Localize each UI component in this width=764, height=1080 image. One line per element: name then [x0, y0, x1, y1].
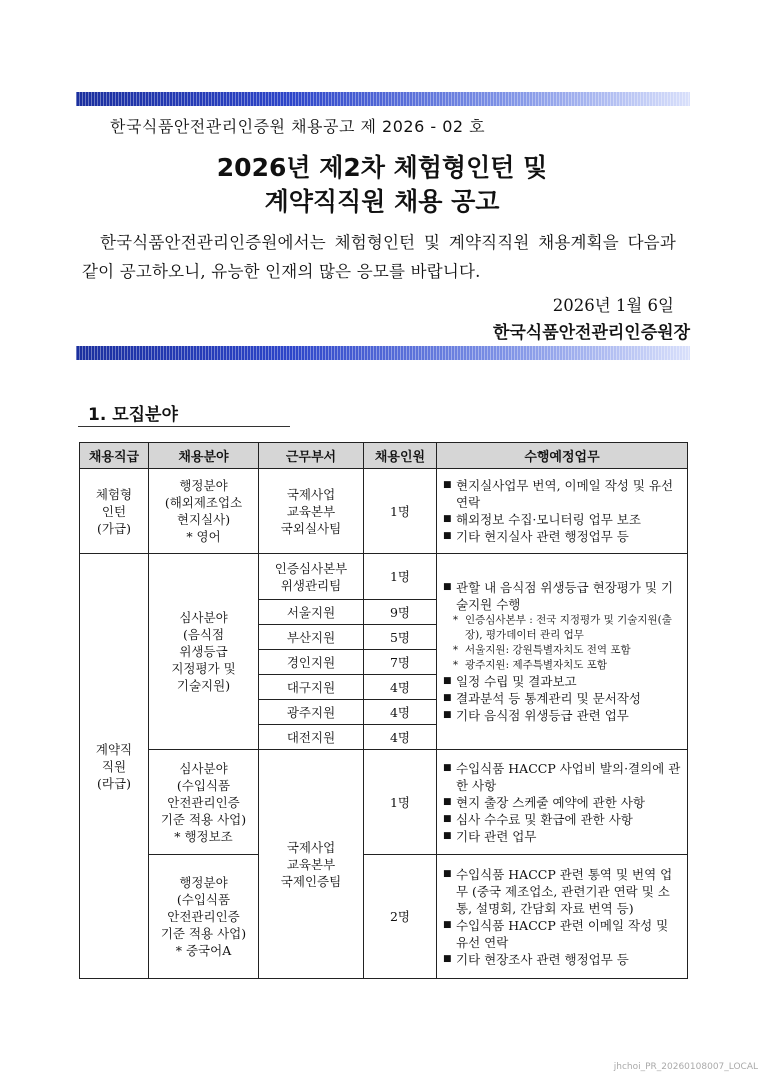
page-title-line1: 2026년 제2차 체험형인턴 및: [216, 153, 548, 182]
header-grade: 채용직급: [80, 443, 149, 469]
recruitment-table: [79, 442, 688, 979]
count-cell: 4명: [364, 700, 437, 725]
header-tasks: 수행예정업무: [437, 443, 688, 469]
list-item: ■ 기타 음식점 위생등급 관련 업무: [443, 707, 683, 724]
list-item: ■ 기타 현장조사 관련 행정업무 등: [443, 951, 683, 968]
page-title-line2: 계약직직원 채용 공고: [264, 187, 500, 216]
table-row: [80, 554, 688, 600]
section-underline: [78, 426, 290, 427]
dept-cell: 광주지원: [259, 700, 364, 725]
list-item: * 인증심사본부 : 전국 지정평가 및 기술지원(출장), 평가데이터 관리 업무: [443, 613, 683, 643]
haccp-support-field: 심사분야 (수입식품 안전관리인증 기준 적용 사업) * 행정보조: [149, 750, 259, 855]
contract-grade: 계약직 직원 (라급): [80, 554, 149, 979]
dept-cell: 인증심사본부 위생관리팀: [259, 554, 364, 600]
haccp-dept: 국제사업 교육본부 국제인증팀: [259, 750, 364, 979]
count-cell: 4명: [364, 725, 437, 750]
list-item: ■ 해외정보 수집·모니터링 업무 보조: [443, 511, 683, 528]
table-row: [80, 855, 688, 979]
list-item: * 서울지원: 강원특별자치도 전역 포함: [443, 643, 683, 658]
footer-watermark: jhchoi_PR_20260108007_LOCAL: [613, 1062, 758, 1072]
notice-date: 2026년 1월 6일: [552, 296, 674, 315]
list-item: ■ 결과분석 등 통계관리 및 문서작성: [443, 690, 683, 707]
haccp-admin-count: 2명: [364, 855, 437, 979]
haccp-admin-field: 행정분야 (수입식품 안전관리인증 기준 적용 사업) * 중국어A: [149, 855, 259, 979]
count-cell: 7명: [364, 650, 437, 675]
inspection-tasks: [437, 554, 688, 750]
haccp-admin-tasks: [437, 855, 688, 979]
dept-cell: 대전지원: [259, 725, 364, 750]
intro-paragraph: 한국식품안전관리인증원에서는 체험형인턴 및 계약직직원 채용계획을 다음과 같이 공고하오니, 유능한 인재의 많은 응모를 바랍니다.: [82, 233, 676, 281]
count-cell: 9명: [364, 600, 437, 625]
list-item: * 광주지원: 제주특별자치도 포함: [443, 658, 683, 673]
header-band-top: [76, 92, 690, 106]
list-item: ■ 수입식품 HACCP 관련 통역 및 번역 업무 (중국 제조업소, 관련기관 연락 및 소통, 설명회, 간담회 자료 번역 등): [443, 866, 683, 917]
haccp-support-tasks: [437, 750, 688, 855]
intern-grade: 체험형 인턴 (가급): [80, 469, 149, 554]
dept-cell: 부산지원: [259, 625, 364, 650]
list-item: ■ 관할 내 음식점 위생등급 현장평가 및 기술지원 수행: [443, 579, 683, 613]
intern-tasks: [437, 469, 688, 554]
dept-cell: 대구지원: [259, 675, 364, 700]
list-item: ■ 현지실사업무 번역, 이메일 작성 및 유선연락: [443, 477, 683, 511]
list-item: ■ 일정 수립 및 결과보고: [443, 673, 683, 690]
list-item: ■ 현지 출장 스케줄 예약에 관한 사항: [443, 794, 683, 811]
count-cell: 5명: [364, 625, 437, 650]
intern-count: 1명: [364, 469, 437, 554]
section-title: 1. 모집분야: [88, 405, 178, 425]
list-item: ■ 수입식품 HACCP 사업비 발의·결의에 관한 사항: [443, 760, 683, 794]
list-item: ■ 수입식품 HACCP 관련 이메일 작성 및 유선 연락: [443, 917, 683, 951]
header-dept: 근무부서: [259, 443, 364, 469]
header-count: 채용인원: [364, 443, 437, 469]
notice-number: 한국식품안전관리인증원 채용공고 제 2026 - 02 호: [110, 117, 486, 136]
dept-cell: 서울지원: [259, 600, 364, 625]
table-row: [80, 469, 688, 554]
list-item: ■ 심사 수수료 및 환급에 관한 사항: [443, 811, 683, 828]
issuer-name: 한국식품안전관리인증원장: [492, 323, 690, 343]
dept-cell: 경인지원: [259, 650, 364, 675]
inspection-field: 심사분야 (음식점 위생등급 지정평가 및 기술지원): [149, 554, 259, 750]
list-item: ■ 기타 현지실사 관련 행정업무 등: [443, 528, 683, 545]
table-header-row: [80, 443, 688, 469]
header-band-bottom: [76, 346, 690, 360]
count-cell: 4명: [364, 675, 437, 700]
haccp-support-count: 1명: [364, 750, 437, 855]
header-field: 채용분야: [149, 443, 259, 469]
intern-field: 행정분야 (해외제조업소 현지실사) * 영어: [149, 469, 259, 554]
intern-dept: 국제사업 교육본부 국외실사팀: [259, 469, 364, 554]
list-item: ■ 기타 관련 업무: [443, 828, 683, 845]
count-cell: 1명: [364, 554, 437, 600]
table-row: [80, 750, 688, 855]
